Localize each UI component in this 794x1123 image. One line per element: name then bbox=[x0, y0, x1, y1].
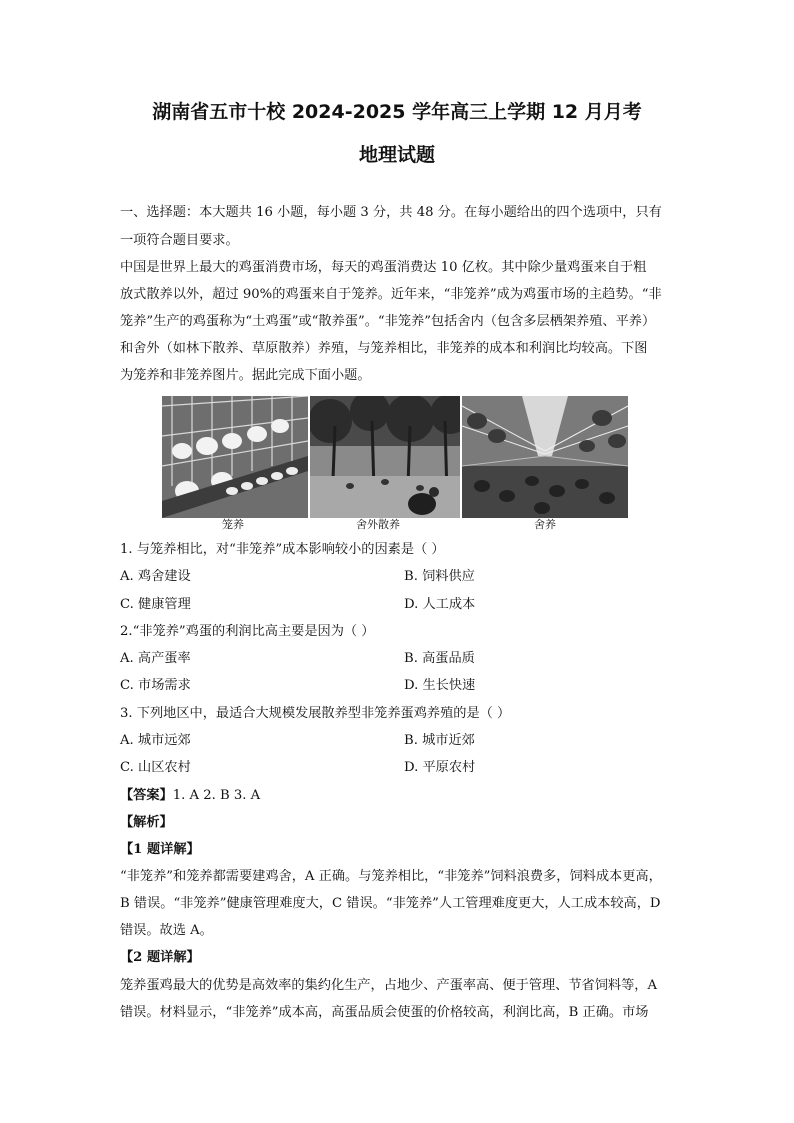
analysis-label: 【解析】 bbox=[120, 815, 173, 830]
passage-line: 和舍外（如林下散养、草原散养）养殖，与笼养相比，非笼养的成本和利润比均较高。下图 bbox=[120, 341, 648, 356]
section-instruction-line-2: 一项符合题目要求。 bbox=[120, 233, 239, 248]
outdoor-free-range-photo bbox=[310, 396, 460, 518]
question-3-option-a: A. 城市远郊 bbox=[120, 733, 191, 748]
photo-caption-outdoor: 舍外散养 bbox=[356, 518, 400, 531]
question-2-stem: 2.“非笼养”鸡蛋的利润比高主要是因为（ ） bbox=[120, 624, 375, 639]
passage-line: 放式散养以外，超过 90%的鸡蛋来自于笼养。近年来，“非笼养”成为鸡蛋市场的主趋势。“非 bbox=[120, 287, 662, 302]
exam-title: 湖南省五市十校 2024-2025 学年高三上学期 12 月月考 bbox=[152, 101, 642, 123]
question-1-analysis-line: 错误。故选 A。 bbox=[120, 923, 213, 938]
photo-caption-cage: 笼养 bbox=[222, 518, 244, 531]
question-1-option-b: B. 饲料供应 bbox=[404, 569, 475, 584]
answer-label: 【答案】 bbox=[120, 788, 173, 803]
question-2-analysis-line: 笼养蛋鸡最大的优势是高效率的集约化生产，占地少、产蛋率高、便于管理、节省饲料等，A bbox=[120, 978, 658, 993]
question-1-stem: 1. 与笼养相比，对“非笼养”成本影响较小的因素是（ ） bbox=[120, 542, 445, 557]
question-1-option-d: D. 人工成本 bbox=[404, 597, 476, 612]
question-2-option-c: C. 市场需求 bbox=[120, 678, 191, 693]
section-instruction-line-1: 一、选择题：本大题共 16 小题，每小题 3 分，共 48 分。在每小题给出的四个选项中，只有 bbox=[120, 205, 662, 220]
question-1-analysis-line: B 错误。“非笼养”健康管理难度大，C 错误。“非笼养”人工管理难度更大，人工成本较高，D bbox=[120, 896, 661, 911]
exam-subject: 地理试题 bbox=[358, 144, 435, 166]
question-1-option-a: A. 鸡舍建设 bbox=[120, 569, 191, 584]
question-2-option-b: B. 高蛋品质 bbox=[404, 651, 475, 666]
question-3-stem: 3. 下列地区中，最适合大规模发展散养型非笼养蛋鸡养殖的是（ ） bbox=[120, 706, 511, 721]
answer-line bbox=[120, 786, 690, 806]
indoor-raised-photo bbox=[462, 396, 628, 518]
passage-line: 为笼养和非笼养图片。据此完成下面小题。 bbox=[120, 368, 371, 383]
question-3-option-b: B. 城市近郊 bbox=[404, 733, 475, 748]
passage-line: 中国是世界上最大的鸡蛋消费市场，每天的鸡蛋消费达 10 亿枚。其中除少量鸡蛋来自于粗 bbox=[120, 260, 647, 275]
photo-caption-indoor: 舍养 bbox=[534, 518, 556, 531]
question-3-option-d: D. 平原农村 bbox=[404, 760, 476, 775]
question-3-option-c: C. 山区农村 bbox=[120, 760, 191, 775]
cage-raised-photo bbox=[162, 396, 308, 518]
question-1-option-c: C. 健康管理 bbox=[120, 597, 191, 612]
passage-line: 笼养”生产的鸡蛋称为“土鸡蛋”或“散养蛋”。“非笼养”包括舍内（包含多层栖架养殖、平养） bbox=[120, 314, 656, 329]
question-1-analysis-line: “非笼养”和笼养都需要建鸡舍，A 正确。与笼养相比，“非笼养”饲料浪费多，饲料成本更高， bbox=[120, 869, 662, 884]
question-2-option-d: D. 生长快速 bbox=[404, 678, 476, 693]
question-2-analysis-label: 【2 题详解】 bbox=[120, 950, 200, 965]
answer-text: 1. A 2. B 3. A bbox=[172, 788, 261, 803]
photo-strip bbox=[162, 396, 628, 518]
question-2-analysis-line: 错误。材料显示，“非笼养”成本高，高蛋品质会使蛋的价格较高，利润比高，B 正确。市场 bbox=[120, 1005, 649, 1020]
question-1-analysis-label: 【1 题详解】 bbox=[120, 842, 200, 857]
question-2-option-a: A. 高产蛋率 bbox=[120, 651, 191, 666]
